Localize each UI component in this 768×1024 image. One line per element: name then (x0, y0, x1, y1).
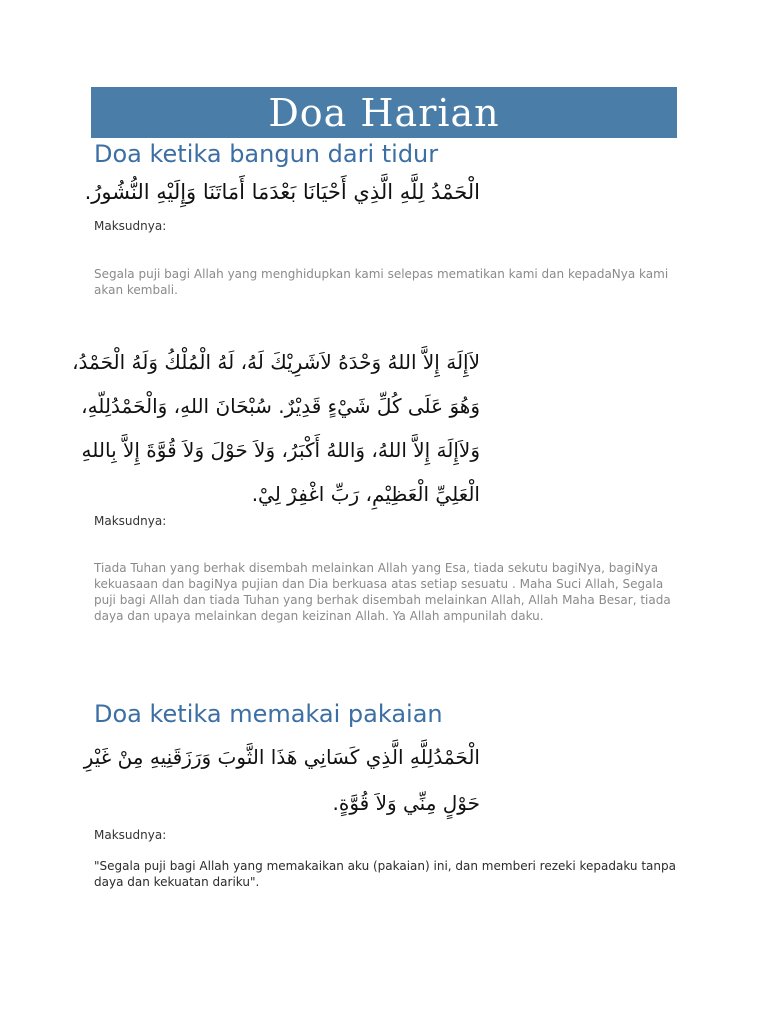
arabic-line: حَوْلٍ مِنِّي وَلاَ قُوَّةٍ. (332, 791, 480, 815)
arabic-line: الْحَمْدُ لِلَّهِ الَّذِي أَحْيَانَا بَعْدَمَا أَمَاتَنَا وَإِلَيْهِ النُّشُورُ. (84, 180, 480, 204)
arabic-line: وَهُوَ عَلَى كُلِّ شَيْءٍ قَدِيْرٌ. سُبْحَانَ اللهِ، وَالْحَمْدُلِلّهِ، (81, 394, 480, 418)
section-heading-clothing: Doa ketika memakai pakaian (94, 700, 443, 728)
meaning-text-tahlil: Tiada Tuhan yang berhak disembah melainkan Allah yang Esa, tiada sekutu bagiNya, bagiNya kekuasaan dan bagiNya pujian dan Dia berkuasa atas setiap sesuatu . Maha Suci Allah, Segala puji bagi Allah dan tiada Tuhan yang berhak disembah melainkan Allah, Allah Maha Besar, tiada daya dan upaya melainkan degan keizinan Allah. Ya Allah ampunilah daku. (94, 561, 671, 623)
meaning-text-clothing: "Segala puji bagi Allah yang memakaikan aku (pakaian) ini, dan memberi rezeki kepadaku tanpa daya dan kekuatan dariku". (94, 859, 676, 889)
title-banner (91, 87, 677, 138)
meaning-label: Maksudnya: (94, 219, 167, 233)
meaning-label: Maksudnya: (94, 514, 167, 528)
arabic-prayer-tahlil (72, 340, 480, 516)
arabic-prayer-clothing (84, 734, 480, 826)
meaning-label: Maksudnya: (94, 828, 167, 842)
arabic-prayer-wake-up (85, 175, 480, 209)
arabic-line: لاَإِلَهَ إِلاَّ اللهُ وَحْدَهُ لاَشَرِيْكَ لَهُ، لَهُ الْمُلْكُ وَلَهُ الْحَمْدُ، (72, 350, 480, 374)
arabic-line: الْعَلِيِّ الْعَظِيْمِ، رَبِّ اغْفِرْ لِيْ. (251, 482, 480, 506)
section-heading-wake-up: Doa ketika bangun dari tidur (94, 140, 439, 168)
page-title: Doa Harian (268, 90, 500, 135)
meaning-text-wake-up: Segala puji bagi Allah yang menghidupkan kami selepas mematikan kami dan kepadaNya kami akan kembali. (94, 267, 669, 297)
arabic-line: الْحَمْدُلِلَّهِ الَّذِي كَسَانِي هَذَا الثَّوبَ وَرَزَقَنِيهِ مِنْ غَيْرِ (83, 745, 480, 769)
arabic-line: وَلاَإِلَهَ إِلاَّ اللهُ، وَاللهُ أَكْبَرُ، وَلاَ حَوْلَ وَلاَ قُوَّةَ إِلاَّ بِاللهِ (81, 438, 480, 462)
